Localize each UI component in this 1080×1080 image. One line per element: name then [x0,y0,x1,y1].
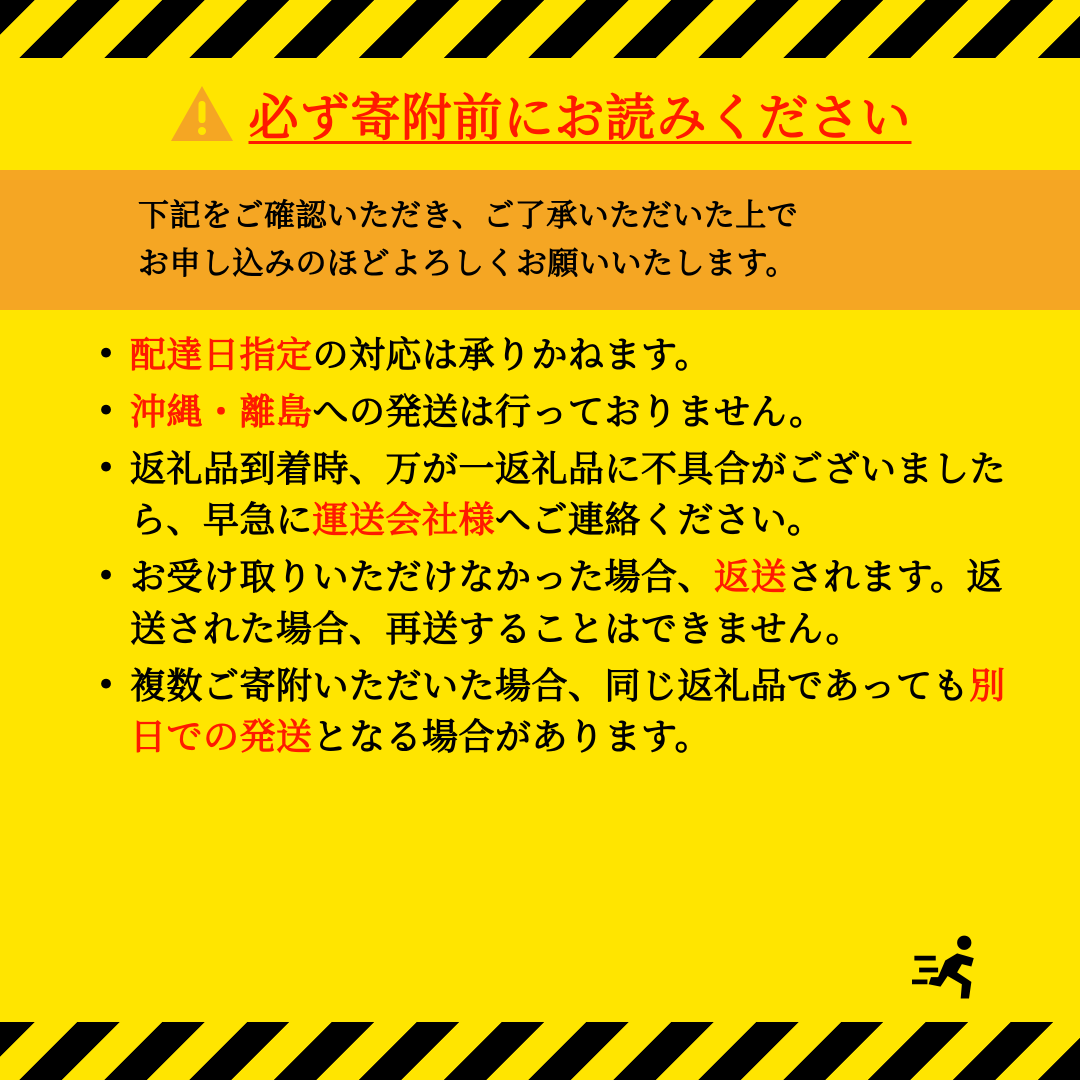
highlighted-text: 沖縄・離島 [130,392,313,434]
sub-banner-line-1: 下記をご確認いただき、ご了承いただいた上で [138,197,799,234]
list-item [96,444,1016,546]
list-item-text [130,552,1016,654]
plain-text: お受け取りいただけなかった場合、 [130,557,715,599]
list-item-text [130,387,1016,438]
list-item [96,552,1016,654]
plain-text: へご連絡ください。 [495,500,824,542]
title-row [0,58,1080,170]
bullet-dot-icon: • [96,556,117,597]
highlighted-text: 返送 [714,557,788,599]
highlighted-text: 運送会社様 [312,500,496,542]
hazard-stripe-bottom [0,1022,1080,1080]
page-title: 必ず寄附前にお読みください [248,89,912,147]
list-item [96,661,1016,763]
sub-banner-line-2: お申し込みのほどよろしくお願いいたします。 [138,246,798,282]
notice-list [96,330,1016,769]
highlighted-text: 別日での発送 [130,665,1006,758]
bullet-dot-icon: • [96,391,117,432]
list-item [96,330,1016,381]
plain-text: の対応は承りかねます。 [312,335,712,376]
plain-text: されます。返送された場合、再送することはできません。 [130,557,1004,650]
warning-triangle-icon [169,83,235,145]
plain-text: 返礼品到着時、万が一返礼品に不具合がございましたら、早急に [130,449,1007,542]
plain-text: 複数ご寄附いただいた場合、同じ返礼品であっても [130,665,970,707]
bullet-dot-icon: • [96,334,117,374]
list-item-text [130,661,1016,763]
plain-text: への発送は行っておりません。 [312,392,826,434]
bullet-dot-icon: • [96,664,117,705]
bullet-dot-icon: • [96,448,117,489]
running-person-icon [912,932,988,1008]
list-item-text [130,444,1016,546]
plain-text: となる場合があります。 [312,716,712,758]
sub-banner [0,170,1080,310]
hazard-stripe-top [0,0,1080,58]
list-item [96,387,1016,438]
highlighted-text: 配達日指定 [130,335,313,376]
list-item-text [130,330,1016,381]
